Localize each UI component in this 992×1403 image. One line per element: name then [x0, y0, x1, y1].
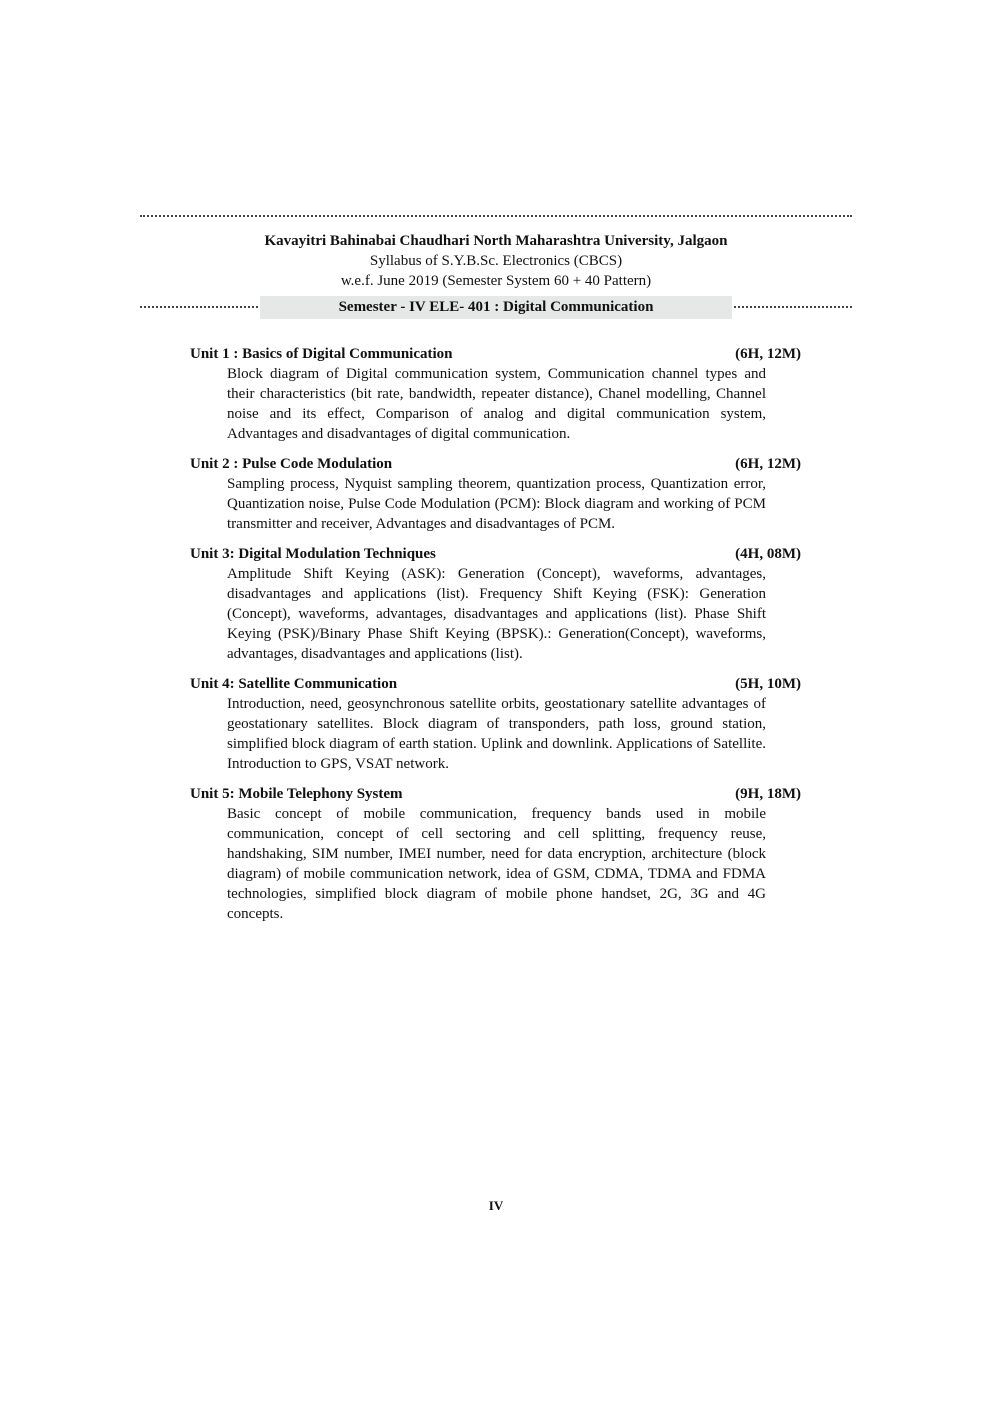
semester-title: Semester - IV ELE- 401 : Digital Communication — [260, 296, 732, 319]
page-number: IV — [488, 1198, 504, 1213]
unit-body: Block diagram of Digital communication system, Communication channel types and their characteristics (bit rate, bandwidth, repeater distance), Chanel modelling, Channel noise and its effect, Comparison of analog and digital communication system, Advantages and disadvantages of digital communication. — [227, 366, 766, 442]
unit-marks: (6H, 12M) — [735, 456, 801, 472]
university-name: Kavayitri Bahinabai Chaudhari North Maharashtra University, Jalgaon — [264, 233, 728, 249]
effective-date: w.e.f. June 2019 (Semester System 60 + 40 Pattern) — [340, 273, 652, 289]
unit-marks: (5H, 10M) — [735, 676, 801, 692]
unit-body: Basic concept of mobile communication, frequency bands used in mobile communication, concept of cell sectoring and cell splitting, frequency reuse, handshaking, SIM number, IMEI number, need for data encryption, architecture (block diagram) of mobile communication network, idea of GSM, CDMA, TDMA and FDMA technologies, simplified block diagram of mobile phone handset, 2G, 3G and 4G concepts. — [227, 806, 766, 922]
unit-title: Unit 2 : Pulse Code Modulation — [190, 456, 393, 472]
unit-4 — [190, 674, 801, 774]
unit-title: Unit 5: Mobile Telephony System — [190, 786, 403, 802]
unit-title: Unit 4: Satellite Communication — [190, 676, 398, 692]
unit-marks: (4H, 08M) — [735, 546, 801, 562]
syllabus-title: Syllabus of S.Y.B.Sc. Electronics (CBCS) — [369, 253, 623, 269]
unit-body: Amplitude Shift Keying (ASK): Generation (Concept), waveforms, advantages, disadvantages and applications (list). Frequency Shift Keying (FSK): Generation (Concept), waveforms, advantages, disadvantages and applications (list). Phase Shift Keying (PSK)/Binary Phase Shift Keying (BPSK).: Generation(Concept), waveforms, advantages, disadvantages and applications (list). — [227, 566, 766, 662]
unit-body: Sampling process, Nyquist sampling theorem, quantization process, Quantization error, Quantization noise, Pulse Code Modulation (PCM): Block diagram and working of PCM transmitter and receiver, Advantages and disadvantages of PCM. — [227, 476, 766, 532]
units-list — [190, 344, 801, 934]
top-dotted-rule — [140, 215, 852, 217]
unit-1 — [190, 344, 801, 444]
right-dotted-rule — [734, 306, 852, 308]
unit-2 — [190, 454, 801, 534]
unit-title: Unit 1 : Basics of Digital Communication — [190, 346, 453, 362]
unit-3 — [190, 544, 801, 664]
unit-title: Unit 3: Digital Modulation Techniques — [190, 546, 436, 562]
left-dotted-rule — [140, 306, 258, 308]
unit-marks: (6H, 12M) — [735, 346, 801, 362]
unit-5 — [190, 784, 801, 924]
document-header — [140, 231, 852, 291]
unit-body: Introduction, need, geosynchronous satellite orbits, geostationary satellite advantages of geostationary satellites. Block diagram of transponders, path loss, ground station, simplified block diagram of earth station. Uplink and downlink. Applications of Satellite. Introduction to GPS, VSAT network. — [227, 696, 766, 772]
unit-marks: (9H, 18M) — [735, 786, 801, 802]
